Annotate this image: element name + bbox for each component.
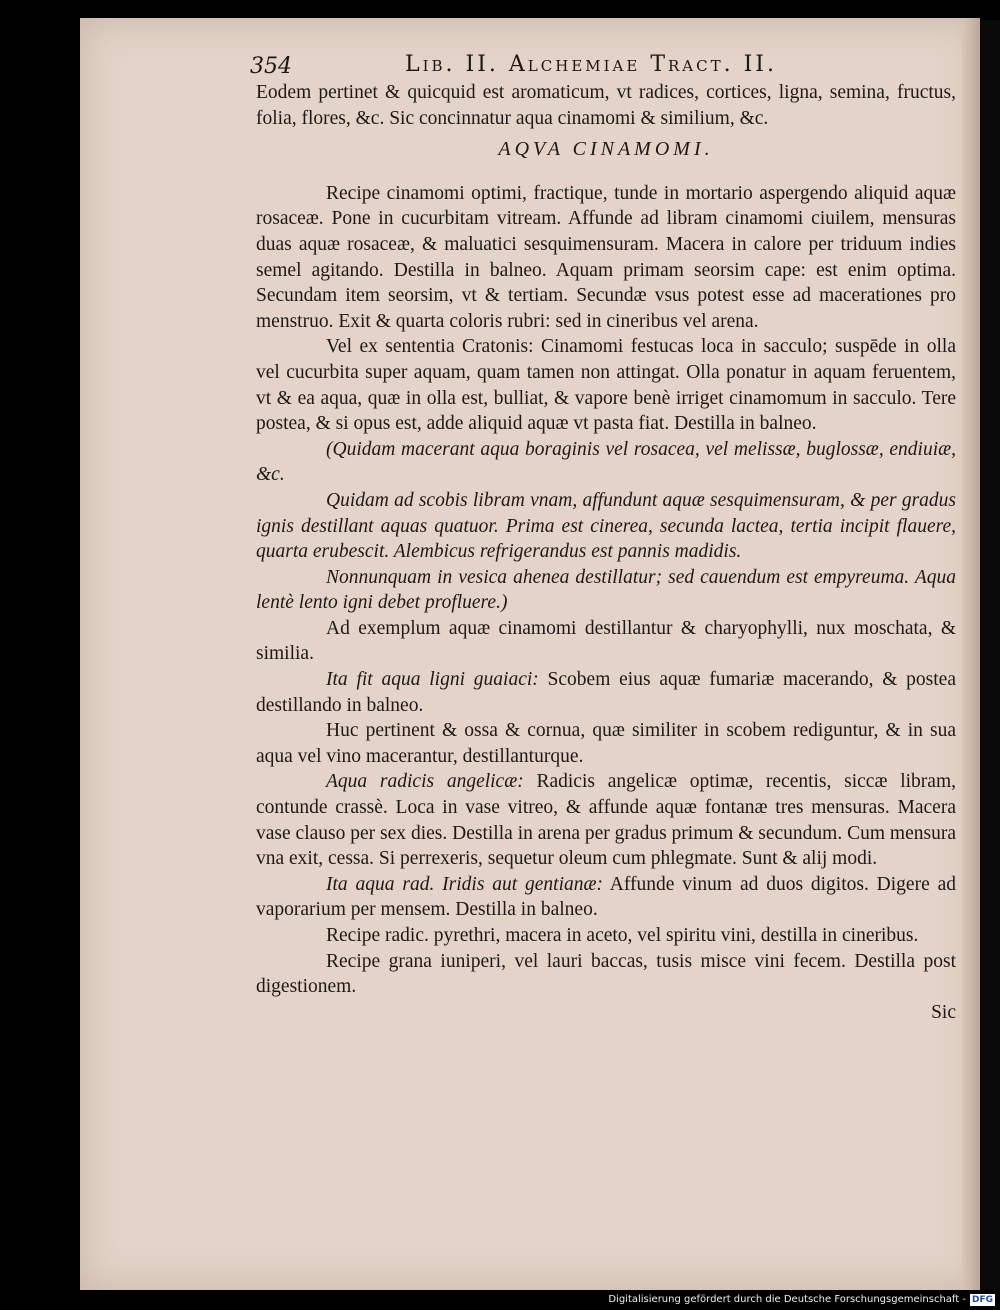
paragraph-pyrethri: Recipe radic. pyrethri, macera in aceto, vel spiritu vini, destilla in cineribus. bbox=[326, 925, 919, 946]
paragraph-recipe: Recipe cinamomi optimi, fractique, tunde in mortario aspergendo aliquid aquæ rosaceæ. Pone in cucurbitam vitream. Affunde ad libram cinamomi ciuilem, mensuras duas aquæ rosaceæ, & maluatici sesquimensuram. Macera in calore per triduum indies semel agitando. Destilla in balneo. Aquam primam seorsim cape: est enim optima. Secundam item seorsim, vt & tertiam. Secundæ vsus potest esse ad macerationes pro menstruo. Exit & quarta coloris rubri: sed in cineribus vel arena. bbox=[256, 182, 956, 332]
note-vesica: Nonnunquam in vesica ahenea destillatur; sed cauendum est empyreuma. Aqua lentè lento igni debet profluere.) bbox=[256, 566, 956, 614]
section-title: AQVA CINAMOMI. bbox=[498, 138, 714, 161]
page-text bbox=[256, 80, 956, 1025]
dfg-logo: DFG bbox=[971, 1295, 993, 1305]
page-header bbox=[250, 52, 970, 82]
paragraph-guaiaci bbox=[256, 667, 956, 718]
page-edge bbox=[962, 18, 980, 1290]
note-scobis: Quidam ad scobis libram vnam, affundunt aquæ sesquimensuram, & per gradus ignis destillant aquas quatuor. Prima est cinerea, secunda lactea, tertia incipit flauere, quarta erubescit. Alembicus refrigerandus est pannis madidis. bbox=[256, 489, 956, 563]
guaiaci-text: Scobem eius aquæ fumariæ macerando, & postea destillando in balneo. bbox=[256, 669, 956, 716]
angelica-lead: Aqua radicis angelicæ: bbox=[326, 771, 524, 793]
iridis-text: Affunde vinum ad duos digitos. Digere ad vaporarium per mensem. Destilla in balneo. bbox=[256, 873, 956, 921]
angelica-text: Radicis angelicæ optimæ, recentis, siccæ libram, contunde crassè. Loca in vase vitreo, & affunde aquæ fontanæ tres mensuras. Macera vase clauso per sex dies. Destilla in arena per gradus primum & secundum. Cum mensura vna exit, cessa. Si perrexeris, sequetur oleum cum phlegmate. Sunt & alij modi. bbox=[256, 771, 956, 870]
guaiaci-lead: Ita fit aqua ligni guaiaci: bbox=[326, 669, 539, 691]
paragraph-iuniperi: Recipe grana iuniperi, vel lauri baccas, tusis misce vini fecem. Destilla post digestionem. bbox=[256, 950, 956, 998]
paragraph-angelica bbox=[256, 769, 956, 871]
note-macerant: (Quidam macerant aqua boraginis vel rosacea, vel melissæ, buglossæ, endiuiæ, &c. bbox=[256, 438, 956, 486]
paragraph-iridis bbox=[256, 872, 956, 923]
paragraph-ossa: Huc pertinent & ossa & cornua, quæ similiter in scobem rediguntur, & in sua aqua vel vino macerantur, destillanturque. bbox=[256, 720, 956, 767]
iridis-lead: Ita aqua rad. Iridis aut gentianæ: bbox=[326, 873, 604, 895]
running-head: Lib. II. Alchemiae Tract. II. bbox=[405, 52, 777, 77]
paragraph-exemplum: Ad exemplum aquæ cinamomi destillantur & charyophylli, nux moschata, & similia. bbox=[256, 617, 956, 665]
digitization-footer bbox=[600, 1292, 995, 1308]
page-number: 354 bbox=[250, 54, 292, 79]
footer-text: Digitalisierung gefördert durch die Deutsche Forschungsgemeinschaft - bbox=[608, 1294, 966, 1305]
paragraph-craton: Vel ex sententia Cratonis: Cinamomi festucas loca in sacculo; suspēde in olla vel cucurbita super aquam, quam tamen non attingat. Olla ponatur in aquam feruentem, vt & ea aqua, quæ in olla est, bulliat, & vapore benè irriget cinamomum in sacculo. Tere postea, & si opus est, adde aliquid aquæ vt pasta fiat. Destilla in balneo. bbox=[256, 336, 956, 435]
catchword: Sic bbox=[931, 1001, 956, 1023]
scan-border bbox=[980, 20, 1000, 1290]
paragraph-intro: Eodem pertinet & quicquid est aromaticum, vt radices, cortices, ligna, semina, fructus, folia, flores, &c. Sic concinnatur aqua cinamomi & similium, &c. bbox=[256, 82, 956, 129]
